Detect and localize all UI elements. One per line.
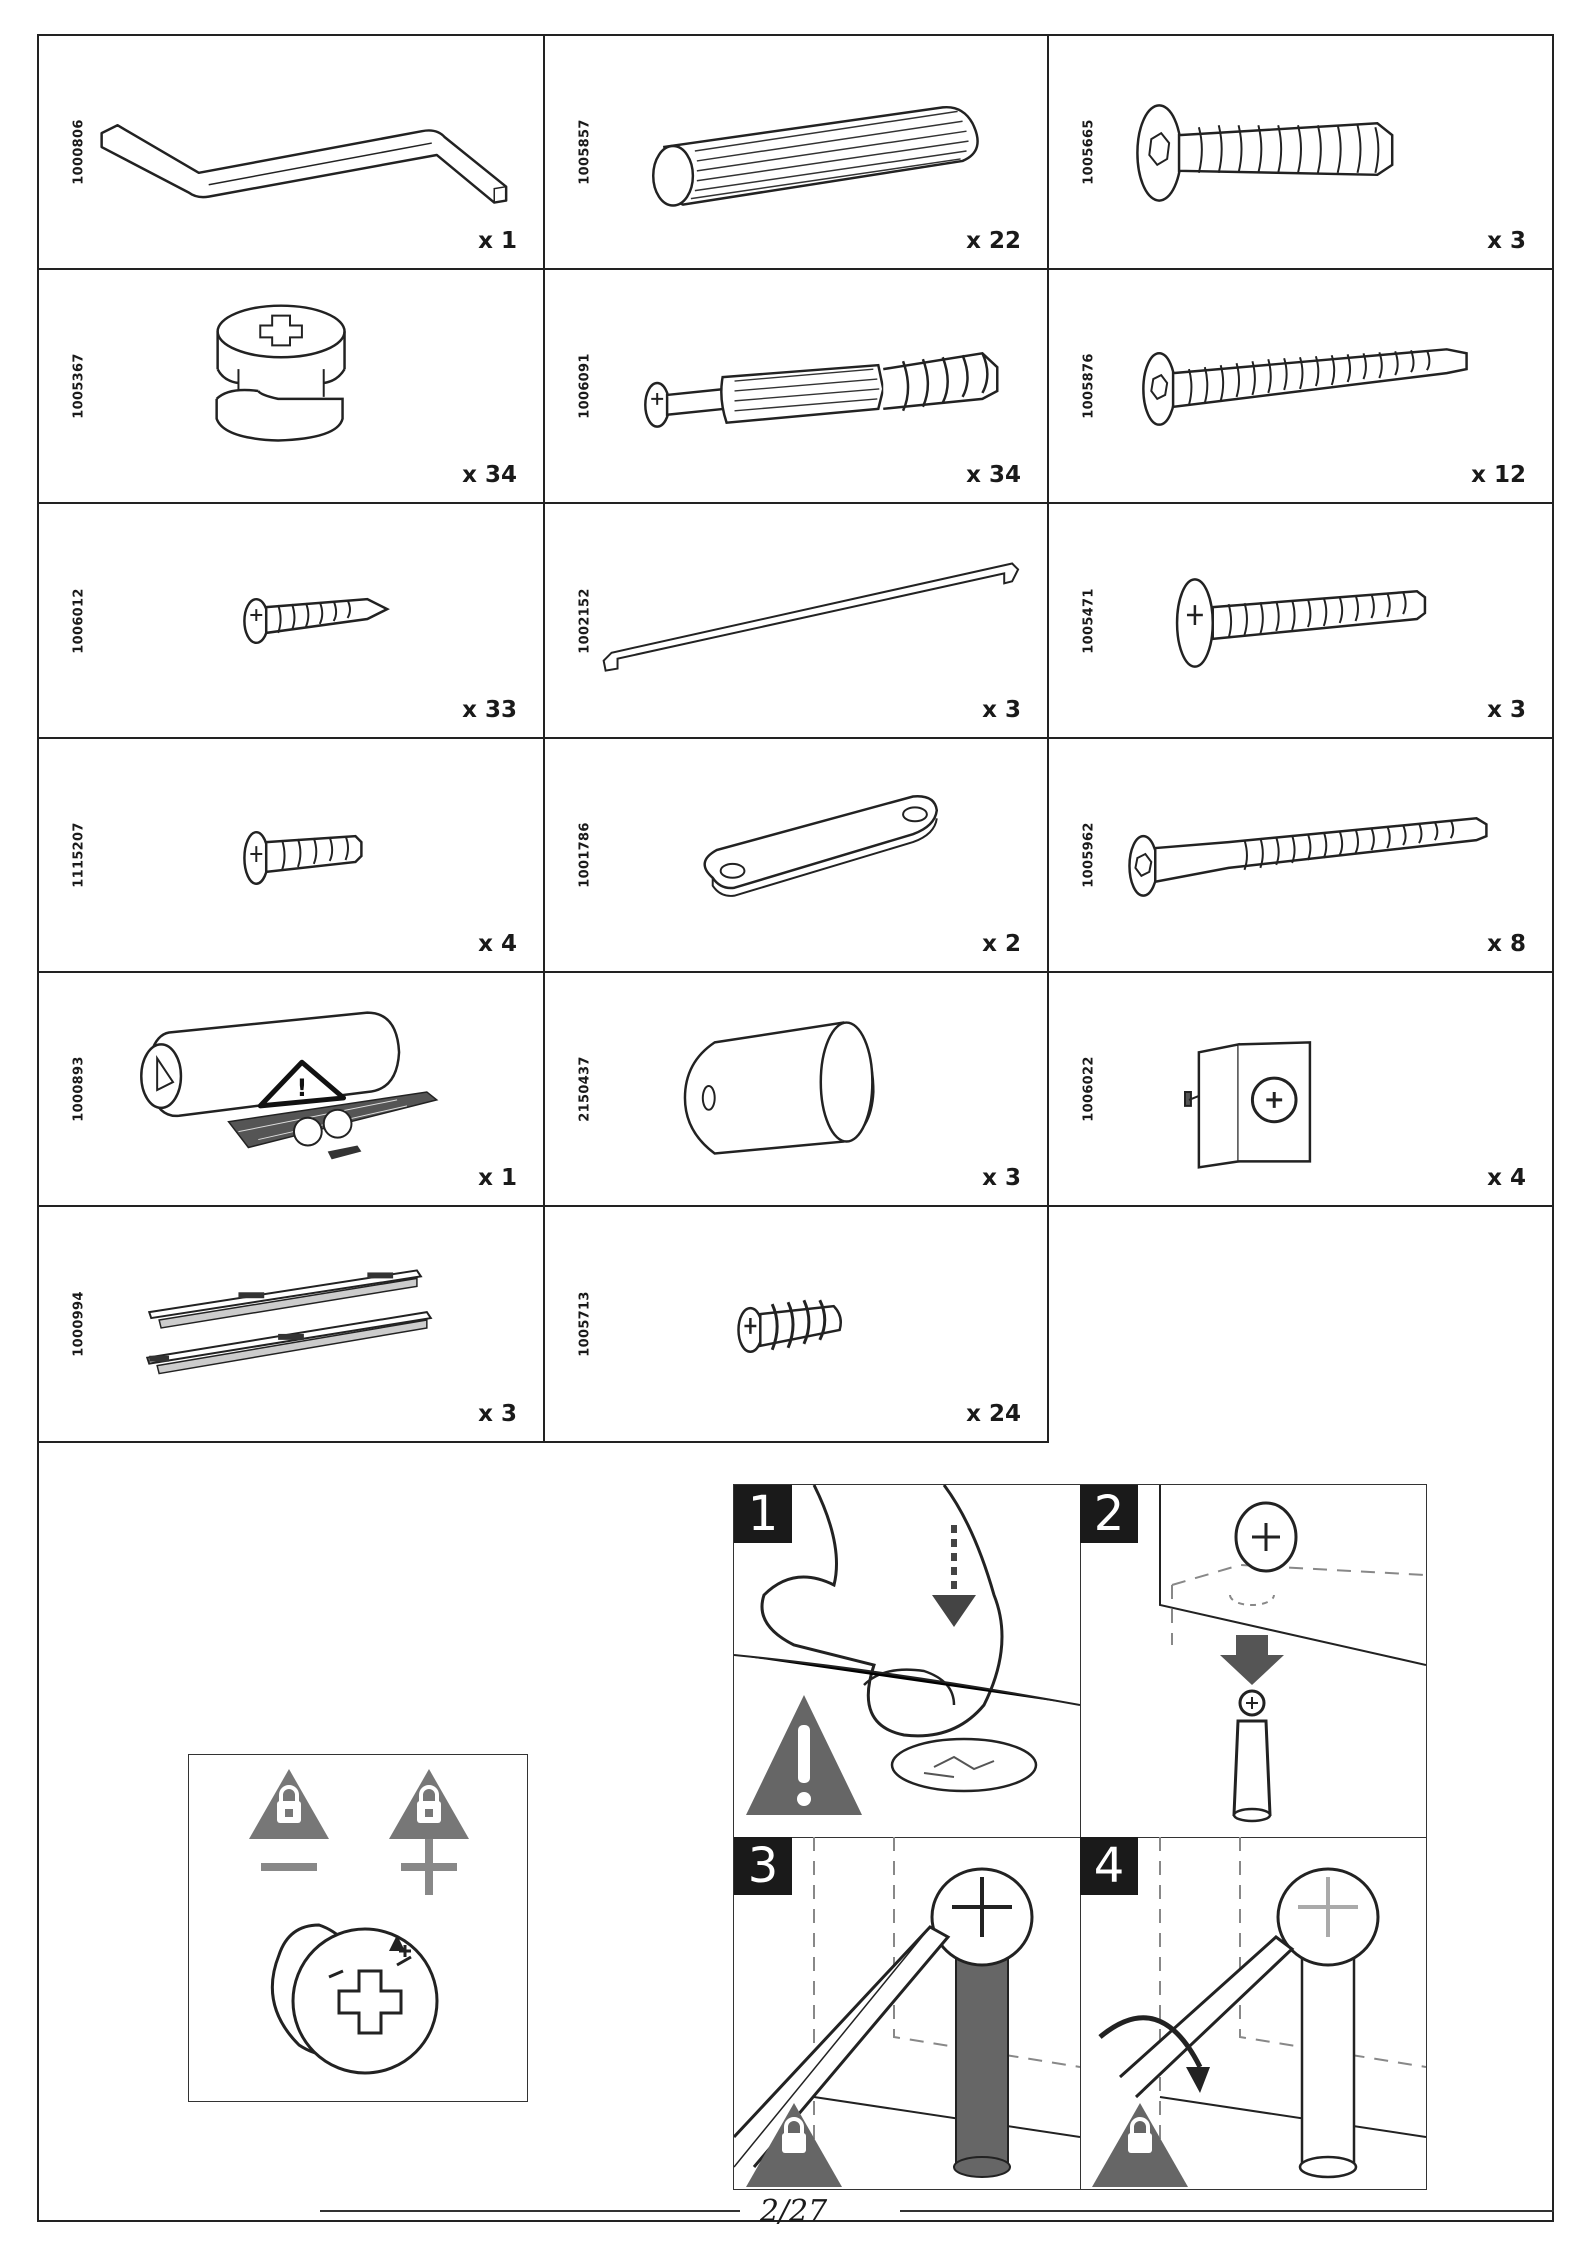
step-number: 1 — [734, 1485, 792, 1543]
part-quantity: x 3 — [1487, 697, 1526, 723]
part-quantity: x 33 — [462, 697, 517, 723]
part-quantity: x 4 — [478, 931, 517, 957]
part-code: 1000893 — [71, 1056, 87, 1122]
part-cell — [39, 270, 545, 504]
page-number: 2/27 — [759, 2194, 828, 2229]
step-number: 4 — [1080, 1837, 1138, 1895]
rubber-foot-icon — [545, 973, 1047, 1205]
hex-key-icon — [39, 36, 543, 268]
part-cell — [1049, 739, 1554, 973]
countersunk-screw-icon — [39, 739, 543, 971]
part-quantity: x 34 — [966, 462, 1021, 488]
cam-lock-orientation-panel — [188, 1754, 528, 2102]
part-cell — [545, 973, 1049, 1207]
part-quantity: x 4 — [1487, 1165, 1526, 1191]
part-code: 1000806 — [71, 119, 87, 185]
part-quantity: x 22 — [966, 228, 1021, 254]
drawer-rails-icon — [39, 1207, 543, 1441]
part-code: 1000994 — [71, 1291, 87, 1357]
page-footer — [0, 2192, 1587, 2232]
part-code: 1005962 — [1081, 822, 1097, 888]
part-quantity: x 24 — [966, 1401, 1021, 1427]
part-code: 1006022 — [1081, 1056, 1097, 1122]
lock-orientation-icon — [189, 1755, 529, 2103]
part-code: 1005857 — [577, 119, 593, 185]
part-quantity: x 12 — [1471, 462, 1526, 488]
part-cell — [39, 1207, 545, 1443]
part-code: 1115207 — [71, 822, 87, 888]
part-cell — [545, 270, 1049, 504]
part-cell — [545, 504, 1049, 739]
hex-screw-xlong-icon — [1049, 739, 1552, 971]
part-quantity: x 34 — [462, 462, 517, 488]
step-4-panel — [1080, 1837, 1426, 2189]
part-code: 1006012 — [71, 587, 87, 654]
part-quantity: x 3 — [982, 1165, 1021, 1191]
part-quantity: x 3 — [982, 697, 1021, 723]
bracket-screw-icon — [1049, 973, 1552, 1205]
part-code: 1002152 — [577, 587, 593, 654]
part-code: 1005713 — [577, 1291, 593, 1357]
part-quantity: x 1 — [478, 228, 517, 254]
part-quantity: x 1 — [478, 1165, 517, 1191]
assembly-steps-panel — [733, 1484, 1427, 2190]
part-cell — [545, 739, 1049, 973]
part-code: 2150437 — [577, 1056, 593, 1122]
step-1-panel — [734, 1485, 1081, 1838]
part-cell — [545, 36, 1049, 270]
step-2-panel — [1080, 1485, 1426, 1838]
part-cell — [1049, 973, 1554, 1207]
part-cell — [1049, 504, 1554, 739]
metal-rod-icon — [545, 504, 1047, 737]
part-code: 1001786 — [577, 822, 593, 888]
part-cell — [39, 36, 545, 270]
part-cell — [1049, 36, 1554, 270]
part-code: 1006091 — [577, 353, 593, 419]
part-code: 1005876 — [1081, 353, 1097, 419]
part-quantity: x 3 — [478, 1401, 517, 1427]
hex-screw-short-icon — [1049, 36, 1552, 268]
connector-plate-icon — [545, 739, 1047, 971]
part-code: 1005367 — [71, 353, 87, 419]
step-number: 2 — [1080, 1485, 1138, 1543]
step-number: 3 — [734, 1837, 792, 1895]
step-3-panel — [734, 1837, 1081, 2189]
part-cell — [39, 504, 545, 739]
part-quantity: x 2 — [982, 931, 1021, 957]
part-cell — [39, 739, 545, 973]
part-code: 1005471 — [1081, 587, 1097, 654]
part-code: 1005665 — [1081, 119, 1097, 185]
part-quantity: x 3 — [1487, 228, 1526, 254]
part-cell — [1049, 270, 1554, 504]
svg-text:!: ! — [296, 1073, 308, 1102]
phillips-screw-icon — [1049, 504, 1552, 737]
warning-kit-icon — [39, 973, 543, 1205]
part-cell — [39, 973, 545, 1207]
instruction-page — [37, 34, 1554, 2222]
part-quantity: x 8 — [1487, 931, 1526, 957]
part-cell — [545, 1207, 1049, 1443]
